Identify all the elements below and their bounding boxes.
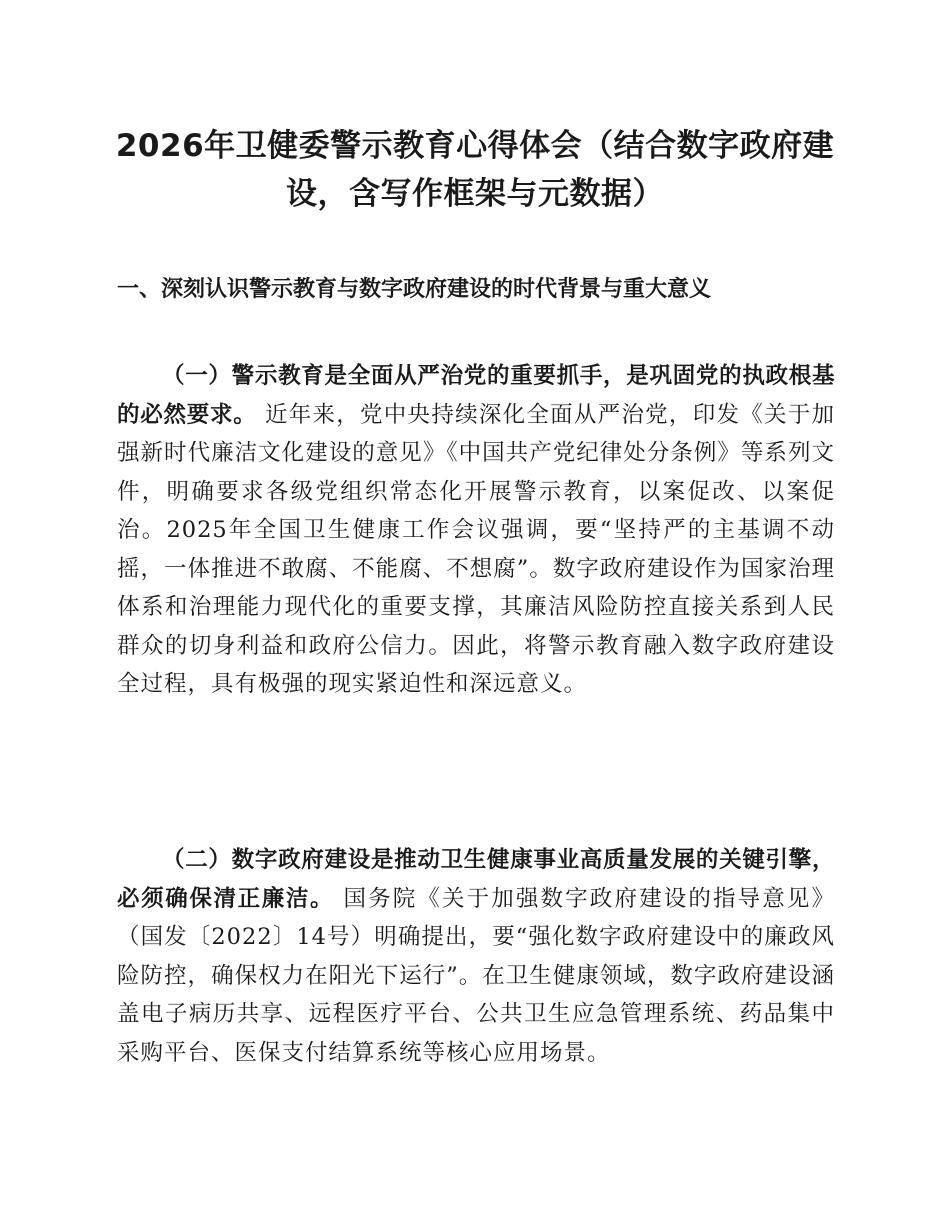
paragraph-1-lead: （一）警示教育是全面从严治党的重要抓手，是巩固党的执政根基的必然要求。 xyxy=(117,363,835,428)
paragraph-1-body: 近年来，党中央持续深化全面从严治党，印发《关于加强新时代廉洁文化建设的意见》《中国共产党纪律处分条例》等系列文件，明确要求各级党组织常态化开展警示教育，以案促改、以案促治。2025年全国卫生健康工作会议强调，要“坚持严的主基调不动摇，一体推进不敢腐、不能腐、不想腐”。数字政府建设作为国家治理体系和治理能力现代化的重要支撑，其廉洁风险防控直接关系到人民群众的切身利益和政府公信力。因此，将警示教育融入数字政府建设全过程，具有极强的现实紧迫性和深远意义。 xyxy=(117,401,835,697)
document-title: 2026年卫健委警示教育心得体会（结合数字政府建设，含写作框架与元数据） xyxy=(115,128,835,212)
paragraph-2-lead: （二）数字政府建设是推动卫生健康事业高质量发展的关键引擎，必须确保清正廉洁。 xyxy=(117,847,835,912)
paragraph-2-body: 国务院《关于加强数字政府建设的指导意见》（国发〔2022〕14号）明确提出，要“强化数字政府建设中的廉政风险防控，确保权力在阳光下运行”。在卫生健康领域，数字政府建设涵盖电子病历共享、远程医疗平台、公共卫生应急管理系统、药品集中采购平台、医保支付结算系统等核心应用场景。 xyxy=(117,885,835,1066)
paragraph-1 xyxy=(117,357,835,704)
section-heading: 一、深刻认识警示教育与数字政府建设的时代背景与重大意义 xyxy=(117,277,712,302)
paragraph-2 xyxy=(117,841,835,1072)
